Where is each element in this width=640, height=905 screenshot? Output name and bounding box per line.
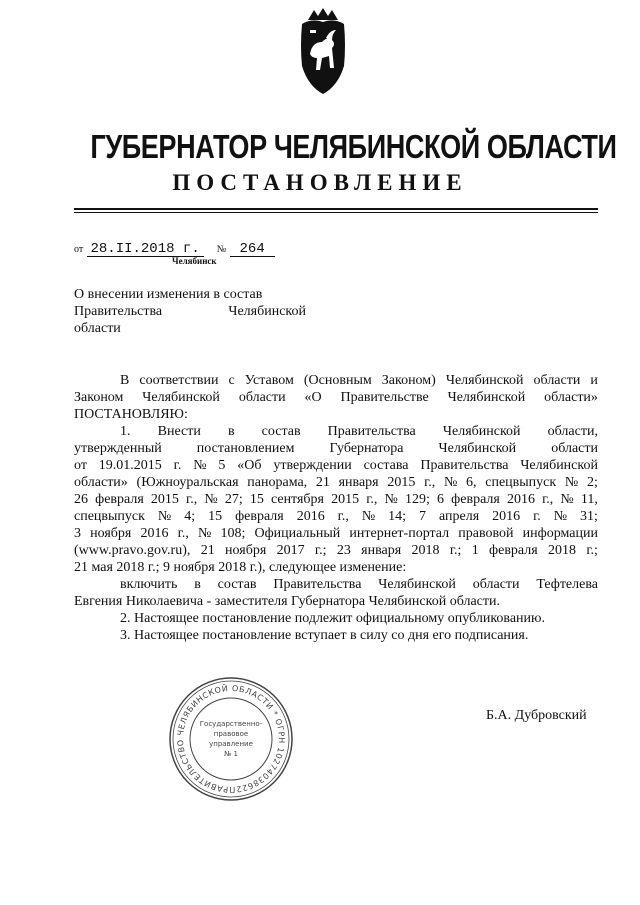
- coat-of-arms-icon: [296, 6, 350, 96]
- body-line: [74, 491, 598, 508]
- body-word: (Южноуральская: [136, 475, 239, 490]
- body-word: 2016: [296, 509, 325, 524]
- body-word: 2016: [492, 509, 521, 524]
- body-word: 2017: [276, 543, 305, 558]
- official-seal: [168, 676, 294, 802]
- body-word: состав: [217, 577, 257, 592]
- body-word: 2018: [411, 543, 440, 558]
- body-word: 21: [200, 543, 215, 558]
- body-word: №: [560, 492, 574, 507]
- body-line: [74, 525, 598, 542]
- body-word: Губернатора: [329, 441, 404, 456]
- body-word: 15: [249, 492, 264, 507]
- body-word: с: [228, 373, 235, 388]
- body-word: соответствии: [139, 373, 219, 388]
- body-word: февраля: [235, 509, 284, 524]
- body-word: области: [472, 577, 520, 592]
- body-word: Тефтелева: [536, 577, 598, 592]
- body-word: области,: [547, 424, 598, 439]
- body-word: утвержденный: [74, 441, 162, 456]
- body-word: интернет-портал: [349, 526, 450, 541]
- body-word: №: [193, 458, 207, 473]
- document-body: [74, 372, 598, 644]
- body-word: февраля: [451, 492, 500, 507]
- body-word: №: [443, 475, 458, 490]
- document-date: 28.II.2018 г.: [87, 242, 204, 257]
- body-word: 3: [74, 526, 81, 541]
- body-word: 129;: [405, 492, 430, 507]
- body-word: 2015: [150, 492, 179, 507]
- body-word: включить: [120, 577, 178, 592]
- body-word: г.;: [586, 543, 598, 558]
- body-word: ноября: [90, 526, 132, 541]
- item-1: [74, 423, 598, 576]
- body-word: 21: [315, 475, 330, 490]
- date-label: от: [74, 244, 84, 255]
- body-word: Законом: [74, 390, 124, 405]
- body-word: правовой: [458, 526, 514, 541]
- body-line: [74, 593, 598, 610]
- body-word: Евгения Николаевича - заместителя Губернатора Челябинской области.: [74, 594, 501, 609]
- body-word: февраля: [489, 543, 538, 558]
- body-word: января: [338, 475, 379, 490]
- header-divider: [74, 208, 598, 210]
- resolve-word: ПОСТАНОВЛЯЮ:: [74, 407, 188, 422]
- body-word: 2018: [548, 543, 577, 558]
- body-word: Правительстве: [340, 390, 429, 405]
- preamble: [74, 372, 598, 406]
- body-word: г.;: [314, 543, 327, 558]
- body-word: 19.01.2015: [98, 458, 162, 473]
- body-word: 2016: [140, 526, 169, 541]
- body-word: 21 мая 2018 г.; 9 ноября 2018 г.), следующее изменение:: [74, 560, 407, 575]
- body-word: 23: [336, 543, 351, 558]
- body-word: апреля: [438, 509, 480, 524]
- body-word: 27;: [224, 492, 243, 507]
- body-word: спецвыпуск: [485, 475, 557, 490]
- body-word: ноября: [225, 543, 267, 558]
- body-line: [74, 372, 598, 389]
- body-line: [74, 389, 598, 406]
- header-divider-thin: [74, 212, 598, 213]
- subject-line: [74, 303, 306, 320]
- body-word: №: [197, 526, 212, 541]
- body-word: утверждении: [273, 458, 352, 473]
- body-word: г.,: [337, 509, 349, 524]
- body-word: 2015: [387, 475, 416, 490]
- body-word: г.: [533, 509, 541, 524]
- document-number: 264: [230, 242, 275, 257]
- body-word: состава: [363, 458, 409, 473]
- body-word: Челябинской: [445, 373, 524, 388]
- body-word: 2015: [331, 492, 360, 507]
- body-word: 26: [74, 492, 88, 507]
- city-name: Челябинск: [172, 256, 217, 266]
- body-line: [74, 457, 598, 474]
- body-word: панорама,: [247, 475, 308, 490]
- body-word: области»: [544, 390, 598, 405]
- body-word: января: [361, 543, 402, 558]
- body-line: [74, 423, 598, 440]
- item-2: 2. Настоящее постановление подлежит официальному опубликованию.: [120, 611, 545, 626]
- body-word: Челябинской: [378, 577, 456, 592]
- body-word: №: [361, 509, 376, 524]
- item-3: 3. Настоящее постановление вступает в силу со дня его подписания.: [120, 628, 529, 643]
- body-word: г.,: [366, 492, 378, 507]
- body-word: Правительства: [420, 458, 509, 473]
- body-word: г.,: [424, 475, 436, 490]
- body-word: области: [551, 441, 598, 456]
- body-word: в: [194, 577, 201, 592]
- body-word: 2;: [586, 475, 598, 490]
- subject-word: Челябинской: [228, 304, 306, 319]
- seal-center-line: управление: [209, 740, 253, 748]
- body-word: 11,: [580, 492, 598, 507]
- body-word: Законом): [381, 373, 436, 388]
- signatory-name: Б.А. Дубровский: [486, 708, 587, 723]
- body-word: Внести: [157, 424, 201, 439]
- body-word: №: [553, 509, 568, 524]
- body-word: и: [590, 373, 598, 388]
- body-line: [74, 559, 598, 576]
- body-word: спецвыпуск: [74, 509, 145, 524]
- body-word: информации: [522, 526, 598, 541]
- body-word: г.;: [449, 543, 462, 558]
- body-word: Челябинской: [142, 390, 220, 405]
- body-word: Челябинской: [520, 458, 598, 473]
- body-line: [74, 440, 598, 457]
- body-word: «О: [304, 390, 322, 405]
- body-word: №: [204, 492, 218, 507]
- body-word: 6,: [466, 475, 477, 490]
- body-word: Правительства: [273, 577, 362, 592]
- body-word: 6: [437, 492, 445, 507]
- body-word: сентября: [270, 492, 324, 507]
- body-word: 1: [471, 543, 479, 558]
- item-1-change: [74, 576, 598, 610]
- body-word: В: [120, 373, 130, 388]
- body-word: состав: [261, 424, 301, 439]
- subject-line: О внесении изменения в состав: [74, 287, 263, 302]
- body-word: (Основным: [303, 373, 372, 388]
- body-word: области»: [74, 475, 128, 490]
- body-word: г.,: [542, 492, 554, 507]
- body-word: 5: [218, 458, 226, 473]
- subject-line: области: [74, 321, 121, 336]
- seal-ring-text: ПРАВИТЕЛЬСТВО ЧЕЛЯБИНСКОЙ ОБЛАСТИ * ОГРН 1027403862210: [175, 683, 287, 795]
- document-subject: [74, 286, 306, 337]
- body-word: области: [238, 390, 286, 405]
- body-word: февраля: [95, 492, 144, 507]
- body-word: Официальный: [254, 526, 341, 541]
- body-word: в: [227, 424, 235, 439]
- body-word: 4;: [184, 509, 196, 524]
- body-word: (www.pravo.gov.ru),: [74, 543, 191, 558]
- body-line: [74, 576, 598, 593]
- body-word: «Об: [237, 458, 262, 473]
- body-word: Челябинской: [442, 424, 521, 439]
- body-word: г.,: [177, 526, 189, 541]
- body-word: №: [384, 492, 398, 507]
- body-word: Челябинской: [447, 390, 526, 405]
- body-line: [74, 508, 598, 525]
- body-word: 15: [208, 509, 223, 524]
- body-word: от: [74, 458, 87, 473]
- body-word: 108;: [220, 526, 246, 541]
- date-line: [74, 240, 275, 257]
- body-word: Челябинской: [438, 441, 517, 456]
- subject-word: Правительства: [74, 304, 163, 319]
- seal-center-line: Государственно-: [199, 720, 263, 728]
- body-word: области: [533, 373, 581, 388]
- body-word: Правительства: [327, 424, 416, 439]
- body-word: 1.: [120, 424, 131, 439]
- body-word: г.,: [186, 492, 198, 507]
- body-word: №: [564, 475, 579, 490]
- seal-center-line: № 1: [224, 750, 238, 758]
- body-word: №: [157, 509, 172, 524]
- body-line: [74, 474, 598, 491]
- body-word: 7: [419, 509, 426, 524]
- body-word: г.: [173, 458, 182, 473]
- document-type: ПОСТАНОВЛЕНИЕ: [172, 170, 468, 195]
- number-label: №: [216, 244, 227, 255]
- body-word: 2016: [506, 492, 535, 507]
- body-word: Уставом: [244, 373, 294, 388]
- page-title: ГУБЕРНАТОР ЧЕЛЯБИНСКОЙ ОБЛАСТИ: [90, 128, 617, 165]
- body-word: 14;: [388, 509, 407, 524]
- body-word: 31;: [580, 509, 598, 524]
- body-line: [74, 542, 598, 559]
- seal-center-line: правовое: [213, 730, 249, 738]
- body-word: постановлением: [196, 441, 295, 456]
